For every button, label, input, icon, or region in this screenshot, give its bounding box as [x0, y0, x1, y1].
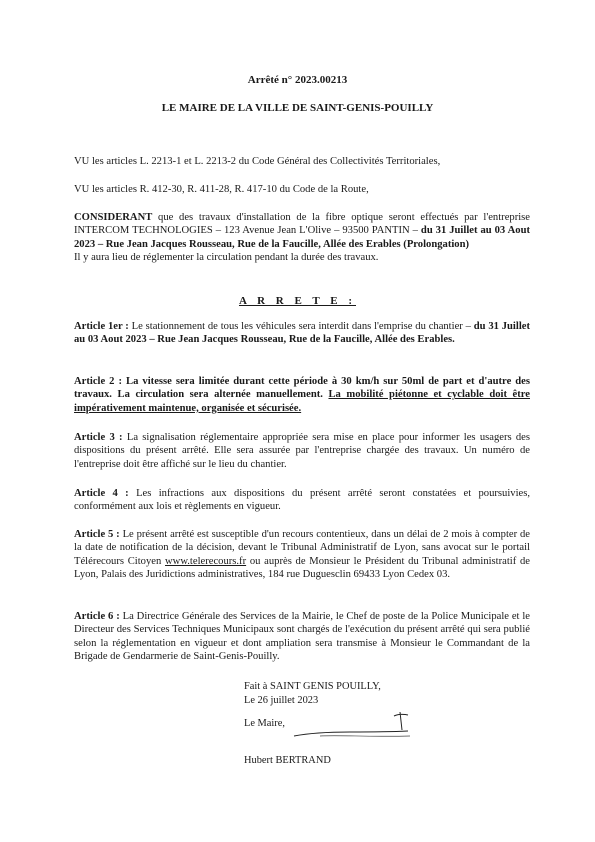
considerant-paragraph [74, 211, 530, 265]
article-5-text-2: ou auprès de Monsieur le Président du Tribunal administratif de Lyon, Palais des Juridictions administratives, 184 rue Duguesclin 69433 Lyon Cedex 03. [74, 555, 530, 581]
signature-date: Le 26 juillet 2023 [244, 695, 319, 706]
article-6-label: Article 6 : [74, 611, 120, 622]
decree-number: Arrêté n° 2023.00213 [247, 74, 348, 86]
article-1-label: Article 1er : [74, 321, 129, 332]
signature-place: Fait à SAINT GENIS POUILLY, [244, 681, 381, 692]
considerant-dates: du 31 Juillet au 03 Aout 2023 – Rue Jean Jacques Rousseau, Rue de la Faucille, Allée des Erables (Prolongation) [74, 225, 530, 250]
article-5 [74, 528, 530, 582]
article-2-mobility: La mobilité piétonne et cyclable doit être impérativement maintenue, organisée et sécurisée. [74, 389, 530, 414]
authority-title: LE MAIRE DE LA VILLE DE SAINT-GENIS-POUILLY [161, 102, 434, 114]
article-5-text-1: Le présent arrêté est susceptible d'un recours contentieux, dans un délai de 2 mois à compter de la date de notification de la décision, devant le Tribunal Administratif de Lyon, sans avocat sur le portail Télérecours Citoyen [74, 529, 530, 567]
telerecours-link[interactable]: www.telerecours.fr [165, 555, 247, 567]
article-2-label: Article 2 : [74, 376, 123, 387]
article-3-text: La signalisation réglementaire appropriée sera mise en place pour informer les usagers des dispositions du présent arrêté. Elle sera assurée par l'entreprise chargée des travaux. Un numéro de l'entreprise doit être affiché sur le lieu du chantier. [74, 432, 530, 470]
article-6-text: La Directrice Générale des Services de la Mairie, le Chef de poste de la Police Municipale et le Directeur des Services Techniques Municipaux sont chargés de l'exécution du présent arrêté qui sera publié selon la réglementation en vigueur et dont ampliation sera transmise à Monsieur le Commandant de la Brigade de Gendarmerie de Saint-Genis-Pouilly. [74, 611, 531, 663]
article-2-text: La vitesse sera limitée durant cette période à 30 km/h sur 50ml de part et d'autre des travaux. La circulation sera alternée manuellement. [74, 376, 530, 401]
article-5-label: Article 5 : [74, 529, 120, 540]
article-1 [74, 320, 530, 347]
article-4-text: Les infractions aux dispositions du présent arrêté seront constatées et poursuivies, conformément aux lois et règlements en vigueur. [74, 488, 530, 513]
article-3 [74, 431, 530, 471]
vu-2-text: VU les articles R. 412-30, R. 411-28, R. 417-10 du Code de la Route, [74, 184, 369, 195]
mayor-name: Hubert BERTRAND [244, 755, 331, 766]
vu-paragraph-2 [74, 183, 530, 196]
vu-paragraph-1 [74, 155, 530, 168]
article-1-dates: du 31 Juillet au 03 Aout 2023 – Rue Jean Jacques Rousseau, Rue de la Faucille, Allée des Erables. [74, 321, 530, 346]
considerant-label: CONSIDERANT [74, 212, 153, 223]
article-3-label: Article 3 : [74, 432, 123, 443]
article-6 [74, 610, 530, 664]
article-1-text: Le stationnement de tous les véhicules sera interdit dans l'emprise du chantier – [128, 321, 474, 332]
considerant-tail: Il y aura lieu de réglementer la circulation pendant la durée des travaux. [74, 252, 379, 264]
arrete-heading: A R R E T E : [238, 295, 356, 307]
handwritten-signature [290, 706, 420, 746]
signature-role: Le Maire, [244, 718, 285, 729]
considerant-text: que des travaux d'installation de la fibre optique seront effectués par l'entreprise INTERCOM TECHNOLOGIES – 123 Avenue Jean L'Olive – 93500 PANTIN – [74, 212, 530, 237]
article-4-label: Article 4 : [74, 488, 129, 499]
article-4 [74, 487, 530, 514]
article-2 [74, 375, 530, 415]
vu-1-text: VU les articles L. 2213-1 et L. 2213-2 du Code Général des Collectivités Territoriales, [74, 156, 441, 167]
